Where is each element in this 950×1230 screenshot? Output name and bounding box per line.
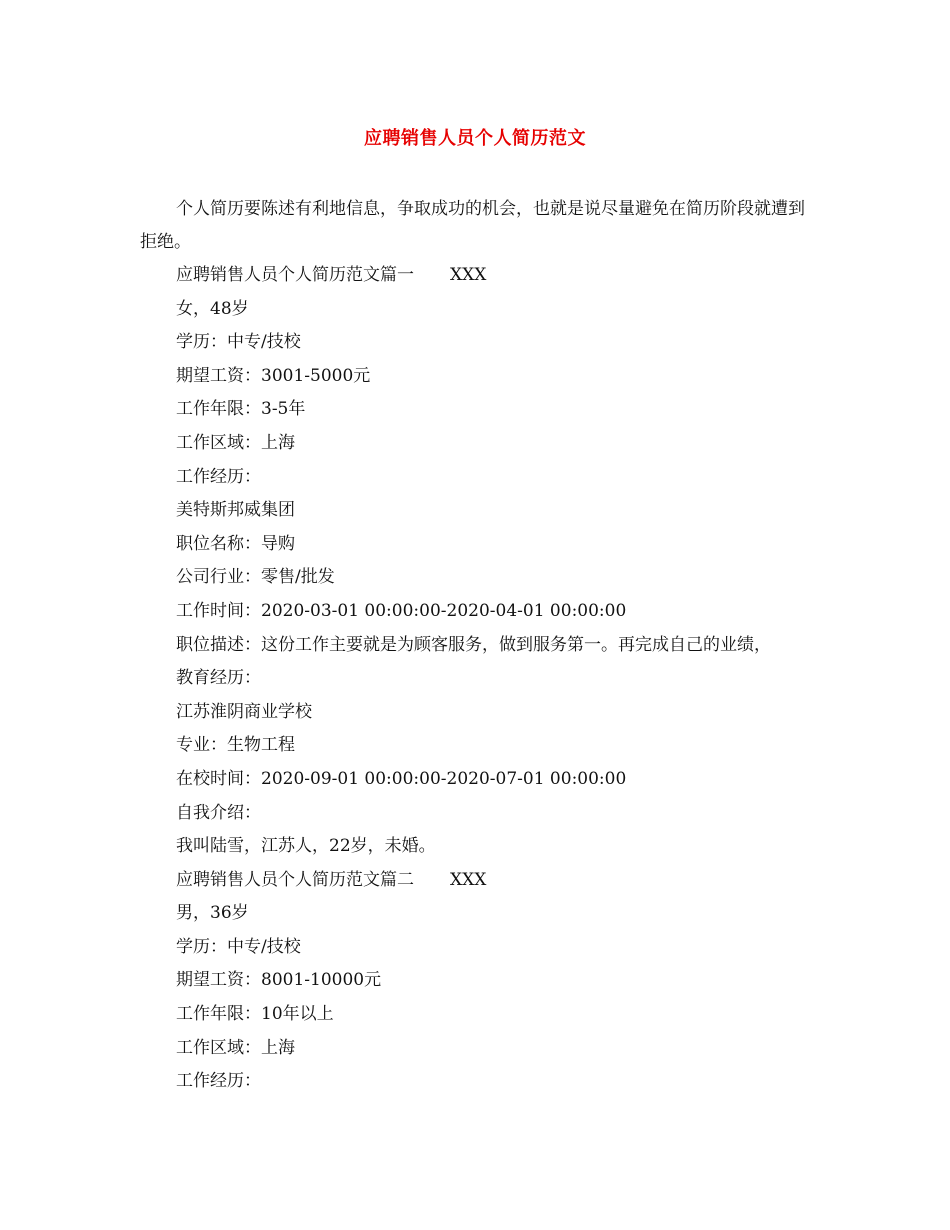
line-text: 我叫陆雪，江苏人，22岁，未婚。 — [176, 836, 436, 857]
resume-line — [176, 326, 771, 360]
line-text: 工作时间：2020-03-01 00:00:00-2020-04-01 00:00:00 — [176, 600, 627, 621]
resume-line — [176, 998, 771, 1032]
resume-line — [176, 964, 771, 998]
line-text: 工作经历： — [176, 1071, 261, 1092]
name-placeholder: XXX — [450, 869, 487, 890]
resume-lines — [176, 259, 771, 1099]
line-text: 工作年限：10年以上 — [176, 1004, 334, 1025]
resume-line — [176, 797, 771, 831]
line-text: 学历：中专/技校 — [176, 332, 301, 353]
resume-line — [176, 729, 771, 763]
line-text: 江苏淮阴商业学校 — [176, 701, 312, 722]
resume-line — [176, 864, 771, 898]
line-text: 女，48岁 — [176, 298, 249, 319]
line-text: 期望工资：3001-5000元 — [176, 365, 371, 386]
line-text: 期望工资：8001-10000元 — [176, 970, 382, 991]
resume-line — [176, 561, 771, 595]
resume-line — [176, 360, 771, 394]
resume-line — [176, 696, 771, 730]
line-text: 应聘销售人员个人简历范文篇一 — [176, 265, 414, 285]
resume-line — [176, 763, 771, 797]
resume-line — [176, 897, 771, 931]
line-text: 男，36岁 — [176, 903, 249, 924]
resume-line — [176, 494, 771, 528]
resume-line — [176, 662, 771, 696]
line-text: 应聘销售人员个人简历范文篇二 — [176, 869, 414, 890]
line-text: 职位名称：导购 — [176, 533, 295, 554]
resume-line — [176, 528, 771, 562]
resume-line — [176, 393, 771, 427]
name-placeholder: XXX — [450, 265, 487, 285]
resume-line — [176, 259, 771, 293]
line-text: 自我介绍： — [176, 802, 261, 823]
resume-line — [176, 1032, 771, 1066]
line-text: 工作年限：3-5年 — [176, 399, 306, 420]
resume-line — [176, 629, 771, 663]
resume-line — [176, 931, 771, 965]
resume-line — [176, 293, 771, 327]
resume-line — [176, 461, 771, 495]
resume-line — [176, 427, 771, 461]
intro-paragraph: 个人简历要陈述有利地信息，争取成功的机会，也就是说尽量避免在简历阶段就遭到拒绝。 — [140, 199, 805, 252]
line-text: 公司行业：零售/批发 — [176, 567, 335, 588]
line-text: 专业：生物工程 — [176, 735, 295, 756]
line-text: 工作区域：上海 — [176, 432, 295, 453]
line-text: 美特斯邦威集团 — [176, 500, 295, 521]
line-text: 工作经历： — [176, 466, 261, 487]
document-title: 应聘销售人员个人简历范文 — [364, 128, 586, 149]
line-text: 在校时间：2020-09-01 00:00:00-2020-07-01 00:00:00 — [176, 768, 627, 789]
resume-line — [176, 1065, 771, 1099]
line-text: 学历：中专/技校 — [176, 936, 301, 957]
line-text: 职位描述：这份工作主要就是为顾客服务，做到服务第一。再完成自己的业绩， — [176, 634, 771, 655]
resume-line — [176, 830, 771, 864]
line-text: 教育经历： — [176, 668, 261, 689]
line-text: 工作区域：上海 — [176, 1037, 295, 1058]
resume-line — [176, 595, 771, 629]
